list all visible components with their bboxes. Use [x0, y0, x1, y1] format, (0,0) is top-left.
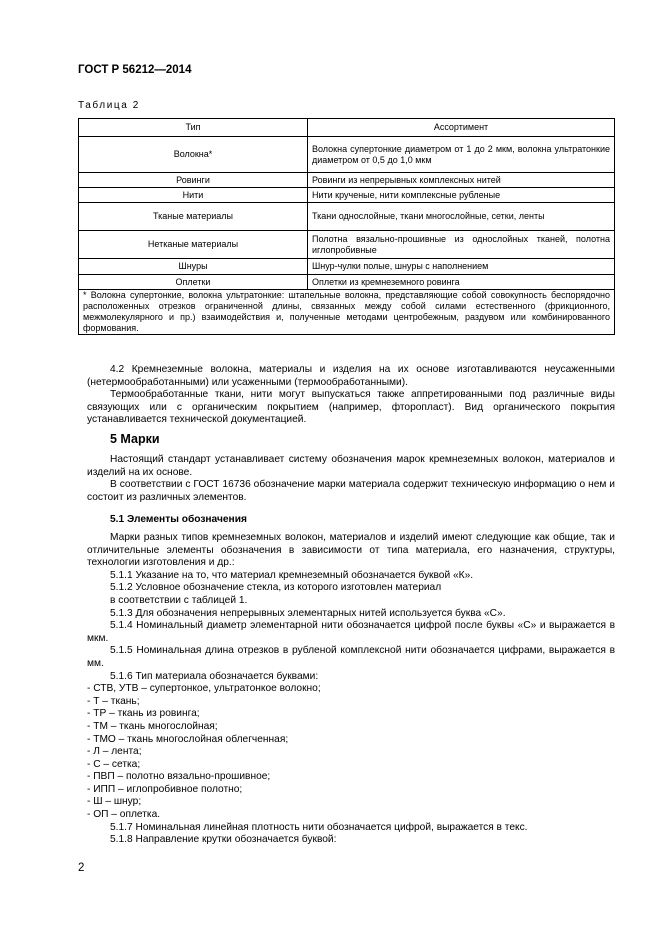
- paragraph: Марки разных типов кремнеземных волокон, материалов и изделий имеют следующие как общие, так и отличительные элементы обозначения в зависимости от типа материала, его назначения, структуры, технологии изготовления и др.:: [87, 532, 615, 569]
- cell-assortment: Ткани однослойные, ткани многослойные, сетки, ленты: [308, 203, 615, 231]
- paragraph: Термообработанные ткани, нити могут выпускаться также аппретированными под различные виды связующих или с органическим покрытием (например, фторопласт). Вид органического покрытия устанавливается технической документацией.: [87, 389, 615, 426]
- column-header-type: Тип: [79, 119, 308, 137]
- list-item: - ТМО – ткань многослойная облегченная;: [87, 733, 289, 745]
- cell-assortment: Полотна вязально-прошивные из однослойных тканей, полотна иглопробивные: [308, 231, 615, 259]
- list-item: - ИПП – иглопробивное полотно;: [87, 783, 243, 795]
- list-item: - Л – лента;: [87, 746, 142, 758]
- table-caption: Таблица 2: [78, 100, 140, 111]
- table-row: [79, 231, 615, 259]
- clause: 5.1.1 Указание на то, что материал кремнеземный обозначается буквой «К».: [110, 569, 474, 581]
- cell-type: Волокна*: [79, 137, 308, 173]
- cell-type: Шнуры: [79, 259, 308, 275]
- clause: 5.1.3 Для обозначения непрерывных элементарных нитей используется буква «С».: [110, 607, 506, 619]
- assortment-table: [78, 118, 615, 335]
- section-5-1-title: 5.1 Элементы обозначения: [110, 514, 247, 525]
- cell-type: Тканые материалы: [79, 203, 308, 231]
- clause: 5.1.8 Направление крутки обозначается буквой:: [110, 834, 337, 846]
- clause: 5.1.6 Тип материала обозначается буквами:: [110, 670, 319, 682]
- cell-assortment: Оплетки из кремнеземного ровинга: [308, 275, 615, 290]
- cell-assortment: Шнур-чулки полые, шнуры с наполнением: [308, 259, 615, 275]
- list-item: - ПВП – полотно вязально-прошивное;: [87, 771, 271, 783]
- clause: 5.1.2 Условное обозначение стекла, из которого изготовлен материал: [110, 582, 442, 594]
- standard-id: ГОСТ Р 56212—2014: [78, 64, 192, 76]
- cell-assortment: Ровинги из непрерывных комплексных нитей: [308, 173, 615, 188]
- section-5-body: [87, 454, 615, 504]
- section-4-2: [87, 364, 615, 427]
- table-row: [79, 137, 615, 173]
- cell-type: Оплетки: [79, 275, 308, 290]
- table-row: [79, 203, 615, 231]
- list-item: - ТМ – ткань многослойная;: [87, 720, 218, 732]
- list-item: - СТВ, УТВ – супертонкое, ультратонкое волокно;: [87, 683, 321, 695]
- table-row: [79, 188, 615, 203]
- table-footnote-row: [79, 290, 615, 335]
- cell-assortment: Нити крученые, нити комплексные рубленые: [308, 188, 615, 203]
- list-item: - ОП – оплетка.: [87, 809, 161, 821]
- cell-type: Нетканые материалы: [79, 231, 308, 259]
- list-item: - Ш – шнур;: [87, 796, 142, 808]
- table-row: [79, 259, 615, 275]
- paragraph: 4.2 Кремнеземные волокна, материалы и изделия на их основе изготавливаются неусаженными (нетермообработанными) или усаженными (термообработанными).: [87, 364, 615, 388]
- cell-type: Ровинги: [79, 173, 308, 188]
- list-item: - Т – ткань;: [87, 695, 140, 707]
- column-header-assortment: Ассортимент: [308, 119, 615, 137]
- clause: в соответствии с таблицей 1.: [110, 594, 248, 606]
- paragraph: В соответствии с ГОСТ 16736 обозначение марки материала содержит техническую информацию о нем и состоит из различных элементов.: [87, 479, 615, 503]
- section-5-title: 5 Марки: [110, 432, 160, 446]
- table-footnote: * Волокна супертонкие, волокна ультратонкие: штапельные волокна, представляющие собой совокупность беспорядочно расположенных отрезков ограниченной длины, связанных между собой силами естественного (фрикционного, межмолекулярного и пр.) взаимодействия и, полученные методами центробежным, раздувом или комбинированного формования.: [79, 290, 615, 335]
- clause: 5.1.5 Номинальная длина отрезков в рубленой комплексной нити обозначается цифрами, выражается в мм.: [87, 645, 615, 669]
- cell-assortment: Волокна супертонкие диаметром от 1 до 2 мкм, волокна ультратонкие диаметром от 0,5 до 1,0 мкм: [308, 137, 615, 173]
- clause: 5.1.7 Номинальная линейная плотность нити обозначается цифрой, выражается в текс.: [110, 821, 528, 833]
- paragraph: Настоящий стандарт устанавливает систему обозначения марок кремнеземных волокон, материалов и изделий на их основе.: [87, 454, 615, 478]
- table-row: [79, 275, 615, 290]
- table-header-row: [79, 119, 615, 137]
- cell-type: Нити: [79, 188, 308, 203]
- section-5-1-body: [87, 532, 615, 847]
- page-number: 2: [78, 862, 85, 874]
- list-item: - С – сетка;: [87, 758, 141, 770]
- table-row: [79, 173, 615, 188]
- list-item: - ТР – ткань из ровинга;: [87, 708, 200, 720]
- clause: 5.1.4 Номинальный диаметр элементарной нити обозначается цифрой после буквы «С» и выражается в мкм.: [87, 620, 615, 644]
